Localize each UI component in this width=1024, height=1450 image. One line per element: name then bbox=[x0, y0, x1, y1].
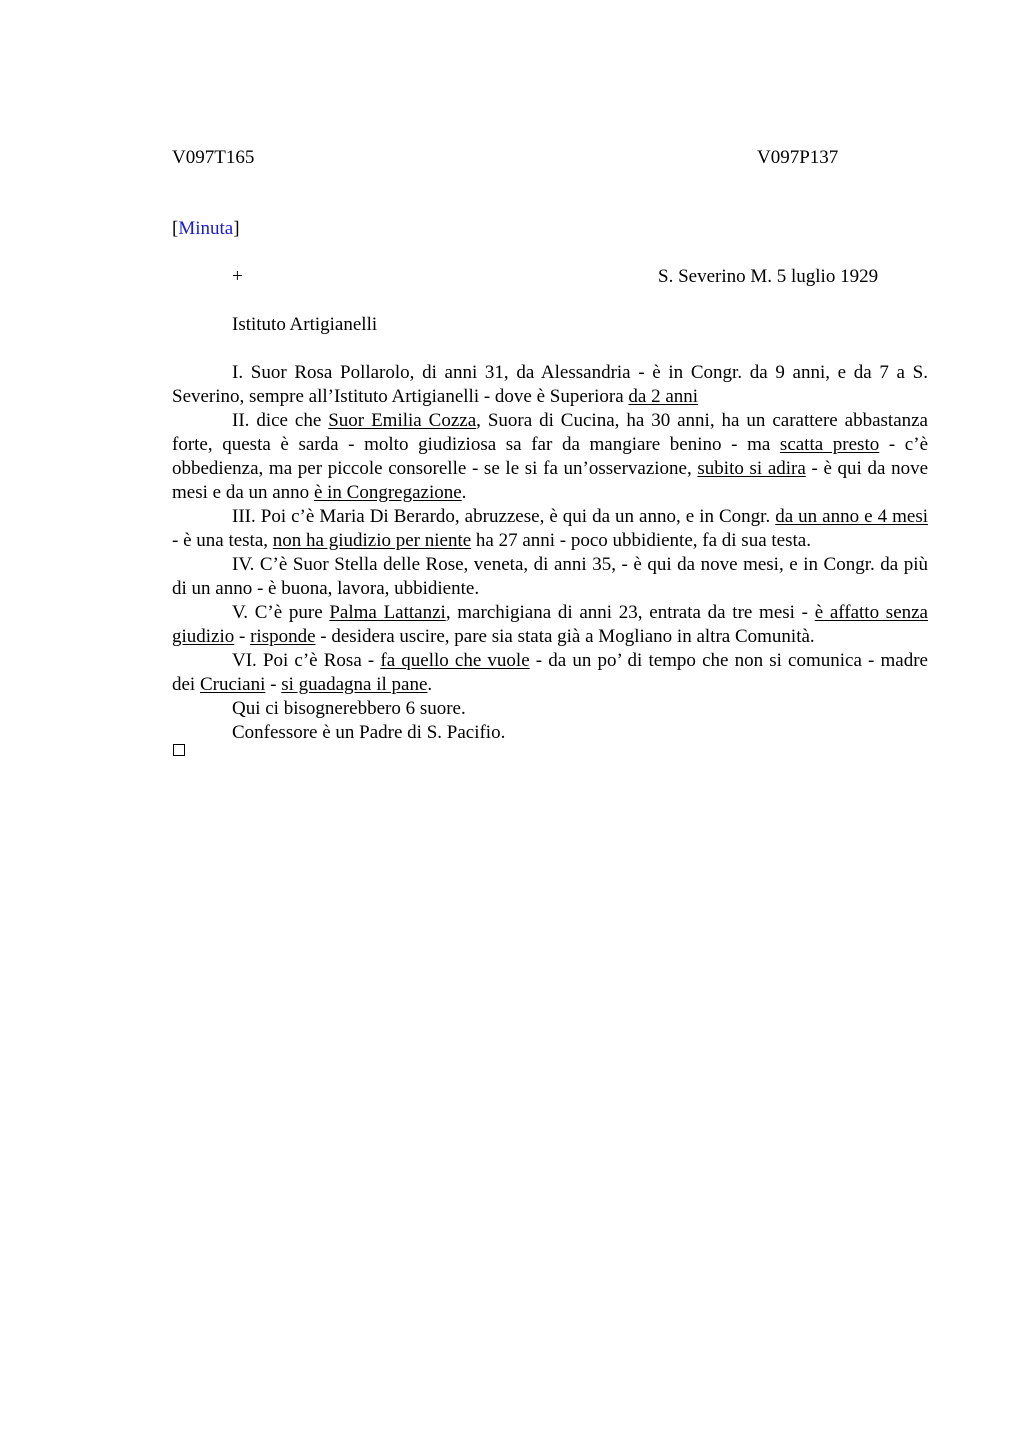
p3-text-a: III. Poi c’è Maria Di Berardo, abruzzese, è qui da un anno, e in Congr. bbox=[232, 506, 776, 527]
p3-underlined-1: da un anno e 4 mesi bbox=[775, 506, 928, 527]
paragraph-8 bbox=[172, 721, 928, 745]
p5-text-d: - desidera uscire, pare sia stata già a Mogliano in altra Comunità. bbox=[315, 626, 815, 647]
paragraph-6 bbox=[172, 649, 928, 697]
p5-underlined-3: risponde bbox=[250, 626, 316, 647]
header-right-code: V097P137 bbox=[757, 147, 839, 168]
paragraph-3 bbox=[172, 505, 928, 553]
paragraph-4 bbox=[172, 553, 928, 601]
end-square-icon bbox=[173, 744, 185, 756]
p4-text-a: IV. C’è Suor Stella delle Rose, veneta, di anni 35, - è qui da nove mesi, e in Congr. da più di un anno - è buona, lavora, ubbidiente. bbox=[172, 554, 928, 599]
p6-underlined-2: Cruciani bbox=[199, 674, 266, 695]
p2-underlined-4: è in Congregazione bbox=[313, 482, 462, 503]
p6-text-a: VI. Poi c’è Rosa - bbox=[232, 650, 381, 671]
minuta-link[interactable]: Minuta bbox=[178, 218, 234, 239]
p2-underlined-3: subito si adira bbox=[697, 458, 806, 479]
minuta-tag bbox=[172, 217, 240, 241]
p5-text-b: , marchigiana di anni 23, entrata da tre mesi - bbox=[445, 602, 815, 623]
cross-symbol: + bbox=[232, 266, 243, 287]
p2-text-d: - è qui da nove mesi e da un anno bbox=[172, 458, 928, 503]
p2-text-a: II. dice che bbox=[232, 410, 329, 431]
minuta-open-bracket: [ bbox=[172, 218, 179, 239]
minuta-close-bracket: ] bbox=[233, 218, 240, 239]
header-left-code: V097T165 bbox=[172, 147, 255, 168]
institute-heading: Istituto Artigianelli bbox=[232, 314, 378, 335]
paragraph-2 bbox=[172, 409, 928, 505]
p8-text-a: Confessore è un Padre di S. Pacifio. bbox=[232, 722, 506, 743]
p1-underlined-1: da 2 anni bbox=[628, 386, 699, 407]
letter-body bbox=[172, 361, 928, 745]
p7-text-a: Qui ci bisognerebbero 6 suore. bbox=[232, 698, 466, 719]
p2-text-e: . bbox=[461, 482, 467, 503]
p3-text-c: ha 27 anni - poco ubbidiente, fa di sua testa. bbox=[471, 530, 811, 551]
p6-text-c: - bbox=[265, 674, 282, 695]
p5-underlined-2: è affatto senza giudizio bbox=[172, 602, 928, 647]
p5-text-a: V. C’è pure bbox=[232, 602, 330, 623]
p6-text-d: . bbox=[427, 674, 433, 695]
p5-underlined-1: Palma Lattanzi bbox=[329, 602, 446, 623]
p3-underlined-2: non ha giudizio per niente bbox=[272, 530, 472, 551]
place-date: S. Severino M. 5 luglio 1929 bbox=[658, 266, 879, 287]
p6-text-b: - da un po’ di tempo che non si comunica - madre dei bbox=[172, 650, 928, 695]
p2-underlined-2: scatta presto bbox=[779, 434, 880, 455]
p2-text-b: , Suora di Cucina, ha 30 anni, ha un carattere abbastanza forte, questa è sarda - molto giudiziosa sa far da mangiare benino - ma bbox=[172, 410, 928, 455]
paragraph-7 bbox=[172, 697, 928, 721]
p5-text-c: - bbox=[234, 626, 251, 647]
p2-underlined-1: Suor Emilia Cozza bbox=[328, 410, 477, 431]
p3-text-b: - è una testa, bbox=[172, 530, 273, 551]
p6-underlined-1: fa quello che vuole bbox=[380, 650, 530, 671]
paragraph-1 bbox=[172, 361, 928, 409]
paragraph-5 bbox=[172, 601, 928, 649]
p6-underlined-3: si guadagna il pane bbox=[281, 674, 428, 695]
p1-text-a: I. Suor Rosa Pollarolo, di anni 31, da Alessandria - è in Congr. da 9 anni, e da 7 a S. Severino, sempre all’Istituto Artigianelli - dove è Superiora bbox=[172, 362, 928, 407]
p2-text-c: - c’è obbedienza, ma per piccole consorelle - se le si fa un’osservazione, bbox=[172, 434, 928, 479]
